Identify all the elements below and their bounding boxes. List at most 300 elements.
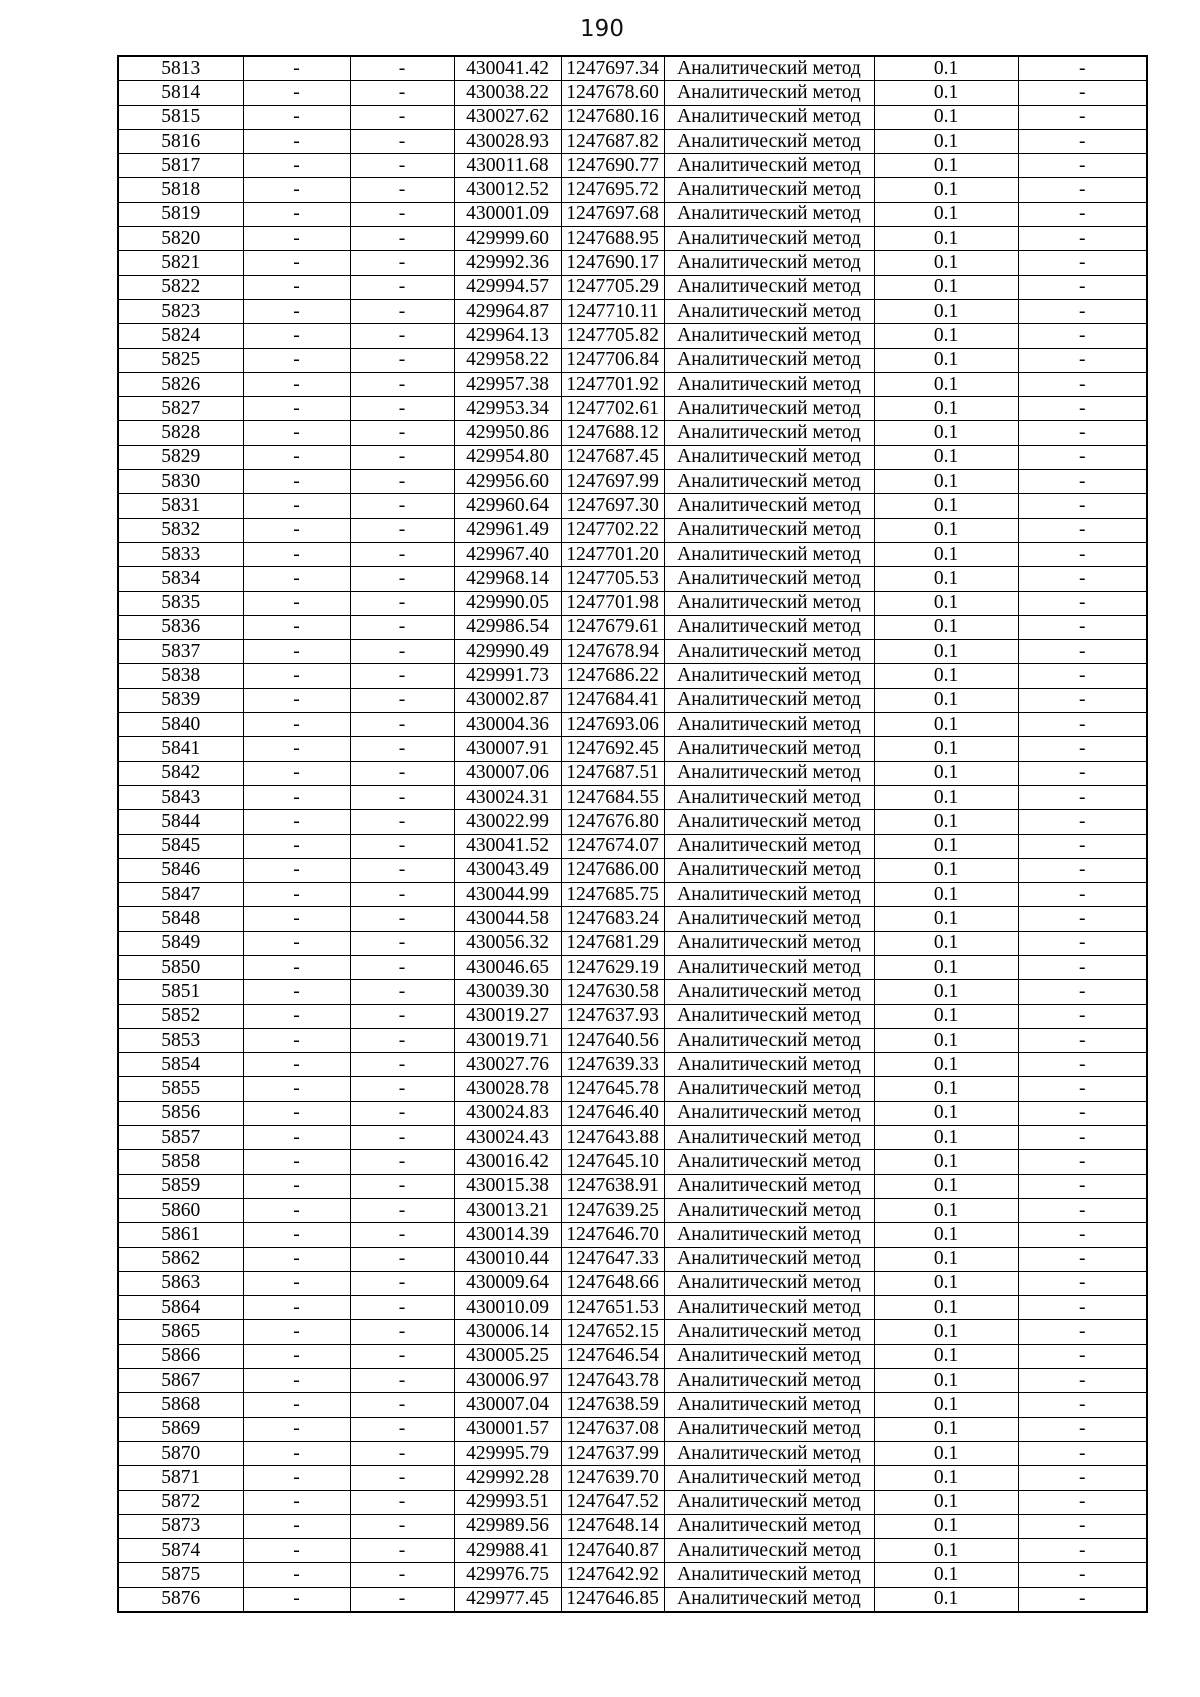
number-cell: 5814 [118, 81, 243, 105]
dash-cell: - [243, 1223, 350, 1247]
method-cell: Аналитический метод [664, 1028, 874, 1052]
x-value-cell: 429960.64 [454, 494, 561, 518]
dash-cell: - [243, 1539, 350, 1563]
number-cell: 5842 [118, 761, 243, 785]
table-row [118, 567, 1147, 591]
number-cell: 5849 [118, 931, 243, 955]
value-cell: 0.1 [874, 664, 1018, 688]
value-cell: 0.1 [874, 1077, 1018, 1101]
dash-cell: - [1018, 1393, 1147, 1417]
y-value-cell: 1247648.66 [561, 1271, 664, 1295]
y-value-cell: 1247705.82 [561, 324, 664, 348]
dash-cell: - [243, 202, 350, 226]
value-cell: 0.1 [874, 1198, 1018, 1222]
dash-cell: - [1018, 81, 1147, 105]
table-row [118, 275, 1147, 299]
number-cell: 5844 [118, 810, 243, 834]
method-cell: Аналитический метод [664, 1490, 874, 1514]
method-cell: Аналитический метод [664, 1587, 874, 1612]
dash-cell: - [350, 761, 454, 785]
number-cell: 5863 [118, 1271, 243, 1295]
dash-cell: - [350, 1490, 454, 1514]
method-cell: Аналитический метод [664, 1198, 874, 1222]
dash-cell: - [1018, 1004, 1147, 1028]
method-cell: Аналитический метод [664, 1053, 874, 1077]
table-row [118, 1150, 1147, 1174]
dash-cell: - [243, 105, 350, 129]
method-cell: Аналитический метод [664, 1369, 874, 1393]
table-row [118, 1004, 1147, 1028]
method-cell: Аналитический метод [664, 129, 874, 153]
table-row [118, 178, 1147, 202]
dash-cell: - [243, 955, 350, 979]
table-row [118, 129, 1147, 153]
dash-cell: - [1018, 761, 1147, 785]
x-value-cell: 429990.49 [454, 640, 561, 664]
value-cell: 0.1 [874, 1466, 1018, 1490]
value-cell: 0.1 [874, 1320, 1018, 1344]
value-cell: 0.1 [874, 737, 1018, 761]
table-row [118, 1369, 1147, 1393]
value-cell: 0.1 [874, 1344, 1018, 1368]
dash-cell: - [350, 785, 454, 809]
dash-cell: - [1018, 1198, 1147, 1222]
dash-cell: - [243, 834, 350, 858]
value-cell: 0.1 [874, 1441, 1018, 1465]
x-value-cell: 430011.68 [454, 154, 561, 178]
value-cell: 0.1 [874, 858, 1018, 882]
method-cell: Аналитический метод [664, 1150, 874, 1174]
dash-cell: - [243, 1490, 350, 1514]
y-value-cell: 1247701.98 [561, 591, 664, 615]
method-cell: Аналитический метод [664, 907, 874, 931]
x-value-cell: 430004.36 [454, 713, 561, 737]
x-value-cell: 430046.65 [454, 955, 561, 979]
method-cell: Аналитический метод [664, 470, 874, 494]
method-cell: Аналитический метод [664, 1393, 874, 1417]
x-value-cell: 429999.60 [454, 227, 561, 251]
dash-cell: - [1018, 1344, 1147, 1368]
x-value-cell: 430002.87 [454, 688, 561, 712]
y-value-cell: 1247701.20 [561, 542, 664, 566]
dash-cell: - [1018, 129, 1147, 153]
y-value-cell: 1247688.12 [561, 421, 664, 445]
method-cell: Аналитический метод [664, 1344, 874, 1368]
y-value-cell: 1247687.51 [561, 761, 664, 785]
table-row [118, 1028, 1147, 1052]
y-value-cell: 1247692.45 [561, 737, 664, 761]
number-cell: 5826 [118, 372, 243, 396]
value-cell: 0.1 [874, 56, 1018, 81]
dash-cell: - [1018, 1053, 1147, 1077]
number-cell: 5827 [118, 397, 243, 421]
x-value-cell: 429990.05 [454, 591, 561, 615]
y-value-cell: 1247686.00 [561, 858, 664, 882]
value-cell: 0.1 [874, 1271, 1018, 1295]
value-cell: 0.1 [874, 202, 1018, 226]
dash-cell: - [243, 1198, 350, 1222]
x-value-cell: 429954.80 [454, 445, 561, 469]
dash-cell: - [1018, 1417, 1147, 1441]
y-value-cell: 1247684.41 [561, 688, 664, 712]
table-row [118, 713, 1147, 737]
table-row [118, 737, 1147, 761]
number-cell: 5875 [118, 1563, 243, 1587]
x-value-cell: 429950.86 [454, 421, 561, 445]
dash-cell: - [243, 299, 350, 323]
dash-cell: - [243, 713, 350, 737]
dash-cell: - [243, 1514, 350, 1538]
dash-cell: - [243, 1563, 350, 1587]
dash-cell: - [243, 494, 350, 518]
dash-cell: - [243, 688, 350, 712]
dash-cell: - [1018, 1441, 1147, 1465]
value-cell: 0.1 [874, 785, 1018, 809]
table-row [118, 1223, 1147, 1247]
x-value-cell: 430019.27 [454, 1004, 561, 1028]
dash-cell: - [350, 713, 454, 737]
x-value-cell: 429953.34 [454, 397, 561, 421]
dash-cell: - [1018, 56, 1147, 81]
y-value-cell: 1247687.45 [561, 445, 664, 469]
value-cell: 0.1 [874, 494, 1018, 518]
table-row [118, 1417, 1147, 1441]
y-value-cell: 1247652.15 [561, 1320, 664, 1344]
dash-cell: - [243, 227, 350, 251]
value-cell: 0.1 [874, 713, 1018, 737]
dash-cell: - [350, 202, 454, 226]
method-cell: Аналитический метод [664, 1417, 874, 1441]
dash-cell: - [243, 129, 350, 153]
number-cell: 5855 [118, 1077, 243, 1101]
method-cell: Аналитический метод [664, 275, 874, 299]
dash-cell: - [1018, 907, 1147, 931]
number-cell: 5813 [118, 56, 243, 81]
y-value-cell: 1247679.61 [561, 615, 664, 639]
dash-cell: - [243, 810, 350, 834]
x-value-cell: 430007.91 [454, 737, 561, 761]
value-cell: 0.1 [874, 1150, 1018, 1174]
number-cell: 5860 [118, 1198, 243, 1222]
y-value-cell: 1247706.84 [561, 348, 664, 372]
dash-cell: - [350, 397, 454, 421]
value-cell: 0.1 [874, 907, 1018, 931]
x-value-cell: 430015.38 [454, 1174, 561, 1198]
value-cell: 0.1 [874, 81, 1018, 105]
dash-cell: - [243, 518, 350, 542]
number-cell: 5857 [118, 1126, 243, 1150]
number-cell: 5825 [118, 348, 243, 372]
value-cell: 0.1 [874, 154, 1018, 178]
table-row [118, 421, 1147, 445]
dash-cell: - [243, 251, 350, 275]
value-cell: 0.1 [874, 1539, 1018, 1563]
method-cell: Аналитический метод [664, 1514, 874, 1538]
value-cell: 0.1 [874, 1296, 1018, 1320]
dash-cell: - [350, 470, 454, 494]
value-cell: 0.1 [874, 275, 1018, 299]
table-row [118, 372, 1147, 396]
dash-cell: - [243, 640, 350, 664]
dash-cell: - [243, 1320, 350, 1344]
y-value-cell: 1247695.72 [561, 178, 664, 202]
dash-cell: - [350, 980, 454, 1004]
value-cell: 0.1 [874, 980, 1018, 1004]
table-row [118, 445, 1147, 469]
table-row [118, 299, 1147, 323]
method-cell: Аналитический метод [664, 56, 874, 81]
number-cell: 5838 [118, 664, 243, 688]
method-cell: Аналитический метод [664, 834, 874, 858]
table-row [118, 81, 1147, 105]
y-value-cell: 1247690.77 [561, 154, 664, 178]
method-cell: Аналитический метод [664, 883, 874, 907]
number-cell: 5835 [118, 591, 243, 615]
y-value-cell: 1247681.29 [561, 931, 664, 955]
table-row [118, 542, 1147, 566]
dash-cell: - [350, 1417, 454, 1441]
table-row [118, 688, 1147, 712]
number-cell: 5817 [118, 154, 243, 178]
number-cell: 5848 [118, 907, 243, 931]
coordinates-table [117, 55, 1148, 1613]
dash-cell: - [350, 1174, 454, 1198]
x-value-cell: 430024.31 [454, 785, 561, 809]
number-cell: 5828 [118, 421, 243, 445]
dash-cell: - [243, 1101, 350, 1125]
dash-cell: - [350, 227, 454, 251]
dash-cell: - [243, 1441, 350, 1465]
method-cell: Аналитический метод [664, 664, 874, 688]
y-value-cell: 1247690.17 [561, 251, 664, 275]
number-cell: 5853 [118, 1028, 243, 1052]
x-value-cell: 430006.97 [454, 1369, 561, 1393]
table-row [118, 591, 1147, 615]
table-row [118, 1466, 1147, 1490]
dash-cell: - [243, 761, 350, 785]
x-value-cell: 430027.62 [454, 105, 561, 129]
method-cell: Аналитический метод [664, 1563, 874, 1587]
x-value-cell: 430027.76 [454, 1053, 561, 1077]
x-value-cell: 430013.21 [454, 1198, 561, 1222]
number-cell: 5870 [118, 1441, 243, 1465]
x-value-cell: 430007.04 [454, 1393, 561, 1417]
dash-cell: - [350, 178, 454, 202]
value-cell: 0.1 [874, 1028, 1018, 1052]
dash-cell: - [243, 470, 350, 494]
dash-cell: - [1018, 1539, 1147, 1563]
dash-cell: - [243, 931, 350, 955]
value-cell: 0.1 [874, 640, 1018, 664]
dash-cell: - [243, 1247, 350, 1271]
number-cell: 5832 [118, 518, 243, 542]
number-cell: 5871 [118, 1466, 243, 1490]
method-cell: Аналитический метод [664, 955, 874, 979]
dash-cell: - [243, 348, 350, 372]
dash-cell: - [243, 445, 350, 469]
number-cell: 5854 [118, 1053, 243, 1077]
dash-cell: - [350, 1247, 454, 1271]
dash-cell: - [1018, 567, 1147, 591]
dash-cell: - [350, 1344, 454, 1368]
x-value-cell: 429994.57 [454, 275, 561, 299]
y-value-cell: 1247647.33 [561, 1247, 664, 1271]
x-value-cell: 430006.14 [454, 1320, 561, 1344]
x-value-cell: 429968.14 [454, 567, 561, 591]
method-cell: Аналитический метод [664, 324, 874, 348]
dash-cell: - [243, 275, 350, 299]
y-value-cell: 1247697.34 [561, 56, 664, 81]
y-value-cell: 1247651.53 [561, 1296, 664, 1320]
y-value-cell: 1247705.29 [561, 275, 664, 299]
table-row [118, 202, 1147, 226]
table-row [118, 1296, 1147, 1320]
y-value-cell: 1247646.85 [561, 1587, 664, 1612]
dash-cell: - [1018, 1514, 1147, 1538]
x-value-cell: 429964.13 [454, 324, 561, 348]
number-cell: 5872 [118, 1490, 243, 1514]
y-value-cell: 1247678.60 [561, 81, 664, 105]
dash-cell: - [1018, 1223, 1147, 1247]
x-value-cell: 430014.39 [454, 1223, 561, 1247]
table-row [118, 1053, 1147, 1077]
x-value-cell: 429958.22 [454, 348, 561, 372]
y-value-cell: 1247637.93 [561, 1004, 664, 1028]
dash-cell: - [243, 1296, 350, 1320]
number-cell: 5833 [118, 542, 243, 566]
value-cell: 0.1 [874, 129, 1018, 153]
dash-cell: - [350, 275, 454, 299]
number-cell: 5843 [118, 785, 243, 809]
dash-cell: - [350, 1004, 454, 1028]
dash-cell: - [350, 1441, 454, 1465]
table-row [118, 1198, 1147, 1222]
dash-cell: - [243, 324, 350, 348]
x-value-cell: 429961.49 [454, 518, 561, 542]
dash-cell: - [350, 154, 454, 178]
x-value-cell: 429991.73 [454, 664, 561, 688]
table-row [118, 494, 1147, 518]
y-value-cell: 1247676.80 [561, 810, 664, 834]
dash-cell: - [243, 883, 350, 907]
dash-cell: - [243, 567, 350, 591]
number-cell: 5856 [118, 1101, 243, 1125]
value-cell: 0.1 [874, 1587, 1018, 1612]
table-row [118, 883, 1147, 907]
dash-cell: - [350, 421, 454, 445]
x-value-cell: 430041.42 [454, 56, 561, 81]
dash-cell: - [350, 1393, 454, 1417]
table-row [118, 1563, 1147, 1587]
number-cell: 5839 [118, 688, 243, 712]
dash-cell: - [350, 567, 454, 591]
number-cell: 5873 [118, 1514, 243, 1538]
method-cell: Аналитический метод [664, 421, 874, 445]
method-cell: Аналитический метод [664, 858, 874, 882]
value-cell: 0.1 [874, 1101, 1018, 1125]
table-row [118, 907, 1147, 931]
value-cell: 0.1 [874, 761, 1018, 785]
number-cell: 5851 [118, 980, 243, 1004]
x-value-cell: 430038.22 [454, 81, 561, 105]
y-value-cell: 1247674.07 [561, 834, 664, 858]
dash-cell: - [350, 955, 454, 979]
y-value-cell: 1247648.14 [561, 1514, 664, 1538]
x-value-cell: 429967.40 [454, 542, 561, 566]
dash-cell: - [350, 542, 454, 566]
dash-cell: - [350, 1539, 454, 1563]
method-cell: Аналитический метод [664, 713, 874, 737]
method-cell: Аналитический метод [664, 591, 874, 615]
number-cell: 5846 [118, 858, 243, 882]
y-value-cell: 1247683.24 [561, 907, 664, 931]
dash-cell: - [350, 834, 454, 858]
dash-cell: - [243, 1028, 350, 1052]
value-cell: 0.1 [874, 518, 1018, 542]
dash-cell: - [243, 737, 350, 761]
value-cell: 0.1 [874, 470, 1018, 494]
table-row [118, 664, 1147, 688]
dash-cell: - [243, 858, 350, 882]
dash-cell: - [350, 1296, 454, 1320]
table-row [118, 1514, 1147, 1538]
x-value-cell: 430041.52 [454, 834, 561, 858]
value-cell: 0.1 [874, 397, 1018, 421]
x-value-cell: 429957.38 [454, 372, 561, 396]
dash-cell: - [1018, 397, 1147, 421]
dash-cell: - [243, 591, 350, 615]
dash-cell: - [350, 591, 454, 615]
dash-cell: - [350, 1587, 454, 1612]
y-value-cell: 1247646.54 [561, 1344, 664, 1368]
dash-cell: - [350, 858, 454, 882]
table-row [118, 470, 1147, 494]
x-value-cell: 430009.64 [454, 1271, 561, 1295]
y-value-cell: 1247693.06 [561, 713, 664, 737]
table-row [118, 931, 1147, 955]
table-row [118, 348, 1147, 372]
dash-cell: - [1018, 810, 1147, 834]
value-cell: 0.1 [874, 1393, 1018, 1417]
y-value-cell: 1247680.16 [561, 105, 664, 129]
dash-cell: - [243, 1393, 350, 1417]
x-value-cell: 430022.99 [454, 810, 561, 834]
method-cell: Аналитический метод [664, 980, 874, 1004]
method-cell: Аналитический метод [664, 1539, 874, 1563]
value-cell: 0.1 [874, 1174, 1018, 1198]
method-cell: Аналитический метод [664, 154, 874, 178]
dash-cell: - [350, 737, 454, 761]
dash-cell: - [243, 178, 350, 202]
value-cell: 0.1 [874, 1563, 1018, 1587]
dash-cell: - [1018, 955, 1147, 979]
x-value-cell: 429964.87 [454, 299, 561, 323]
table-row [118, 1344, 1147, 1368]
table-row [118, 324, 1147, 348]
dash-cell: - [350, 907, 454, 931]
dash-cell: - [1018, 445, 1147, 469]
dash-cell: - [1018, 664, 1147, 688]
y-value-cell: 1247702.22 [561, 518, 664, 542]
dash-cell: - [1018, 834, 1147, 858]
x-value-cell: 430028.93 [454, 129, 561, 153]
dash-cell: - [1018, 1126, 1147, 1150]
table-row [118, 1174, 1147, 1198]
table-body [118, 56, 1147, 1612]
x-value-cell: 429988.41 [454, 1539, 561, 1563]
x-value-cell: 429976.75 [454, 1563, 561, 1587]
number-cell: 5868 [118, 1393, 243, 1417]
